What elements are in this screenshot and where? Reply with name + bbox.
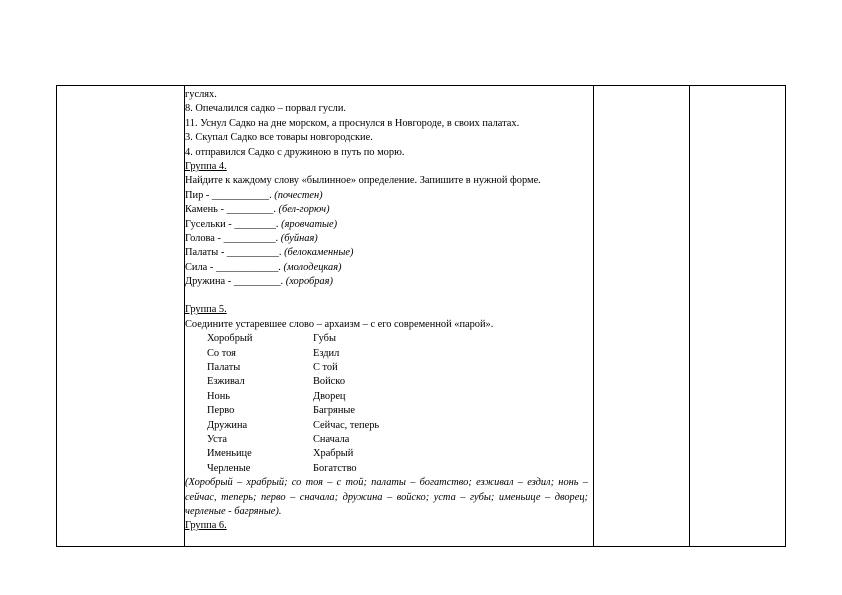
- word-pair-row: [185, 404, 588, 418]
- group-5-task: Соедините устаревшее слово – архаизм – с его современной «парой».: [185, 318, 494, 330]
- epithet-blank: __________.: [223, 232, 281, 244]
- epithet-row: [185, 261, 588, 275]
- epithet-answer: (хоробрая): [285, 276, 333, 288]
- epithet-answer: (молодецкая): [283, 261, 342, 273]
- word-pair-row: [185, 375, 588, 389]
- epithet-blank: __________.: [226, 247, 285, 259]
- archaic-word: Дружина: [207, 419, 248, 431]
- epithet-row: [185, 189, 588, 203]
- word-pair-row: [185, 347, 588, 361]
- text-line: 3. Скупал Садко все товары новгородские.: [185, 132, 373, 144]
- word-pair-row: [185, 462, 588, 476]
- modern-word: Ездил: [313, 347, 340, 359]
- epithet-word: Сила -: [185, 261, 216, 273]
- epithet-answer: (белокаменные): [284, 247, 354, 259]
- epithet-word: Голова -: [185, 232, 224, 244]
- text-line: гуслях.: [185, 89, 217, 100]
- word-pair-row: [185, 332, 588, 346]
- word-pair-row: [185, 419, 588, 433]
- epithet-blank: ____________.: [215, 261, 284, 273]
- worksheet-table: [56, 85, 786, 547]
- epithet-row: [185, 203, 588, 217]
- archaic-word: Палаты: [207, 362, 241, 374]
- epithet-blank: ___________.: [211, 189, 275, 201]
- epithet-word: Камень -: [185, 204, 227, 216]
- modern-word: Войско: [313, 376, 346, 388]
- column-divider-3: [689, 86, 690, 546]
- word-pair-row: [185, 390, 588, 404]
- text-line: 8. Опечалился садко – порвал гусли.: [185, 103, 347, 115]
- modern-word: Дворец: [313, 390, 346, 402]
- epithet-answer: (яровчатые): [281, 218, 338, 230]
- archaic-word: Уста: [207, 434, 227, 445]
- group-4-task: Найдите к каждому слову «былинное» определение. Запишите в нужной форме.: [185, 175, 541, 187]
- word-pair-row: [185, 447, 588, 461]
- modern-word: Багряные: [313, 405, 355, 417]
- modern-word: Храбрый: [313, 448, 354, 460]
- text-line: 11. Уснул Садко на дне морском, а проснулся в Новгороде, в своих палатах.: [185, 117, 520, 129]
- epithet-word: Дружина -: [185, 276, 234, 288]
- epithet-word: Пир -: [185, 189, 212, 201]
- text-line: 4. отправился Садко с дружиною в путь по морю.: [185, 146, 405, 158]
- archaic-word: Со тоя: [207, 347, 236, 359]
- archaic-word: Нонь: [207, 390, 230, 402]
- epithet-blank: ________.: [234, 218, 282, 230]
- epithet-row: [185, 246, 588, 260]
- archaic-word: Именьице: [207, 448, 252, 460]
- epithet-answer: (буйная): [280, 232, 318, 244]
- archaic-word: Черленые: [207, 462, 251, 474]
- modern-word: Богатство: [313, 462, 357, 474]
- epithet-answer: (бел-горюч): [278, 204, 330, 216]
- modern-word: Губы: [313, 333, 336, 345]
- column-divider-2: [593, 86, 594, 546]
- spacer: [185, 289, 588, 303]
- epithet-word: Гусельки -: [185, 218, 235, 230]
- epithet-answer: (почестен): [274, 189, 323, 201]
- epithet-blank: _________.: [226, 204, 279, 216]
- archaic-word: Езживал: [207, 376, 245, 388]
- modern-word: Сейчас, теперь: [313, 419, 380, 431]
- group-5-title: Группа 5.: [185, 304, 227, 316]
- modern-word: Сначала: [313, 434, 350, 445]
- group-4-title: Группа 4.: [185, 160, 227, 172]
- epithet-word: Палаты -: [185, 247, 227, 259]
- group-6-title: Группа 6.: [185, 520, 227, 532]
- epithet-row: [185, 232, 588, 246]
- modern-word: С той: [313, 362, 338, 374]
- epithet-blank: _________.: [233, 276, 286, 288]
- epithet-row: [185, 218, 588, 232]
- word-pair-row: [185, 361, 588, 375]
- epithet-row: [185, 275, 588, 289]
- archaic-word: Хоробрый: [207, 333, 253, 345]
- group-5-answer: (Хоробрый – храбрый; со тоя – с той; палаты – богатство; езживал – ездил; нонь – сейчас, теперь; перво – сначала; дружина – войско; уста – губы; именьице – дворец; черленые - багряные).: [185, 477, 588, 517]
- archaic-word: Перво: [207, 405, 235, 417]
- word-pair-row: [185, 433, 588, 447]
- task-cell: [185, 88, 588, 534]
